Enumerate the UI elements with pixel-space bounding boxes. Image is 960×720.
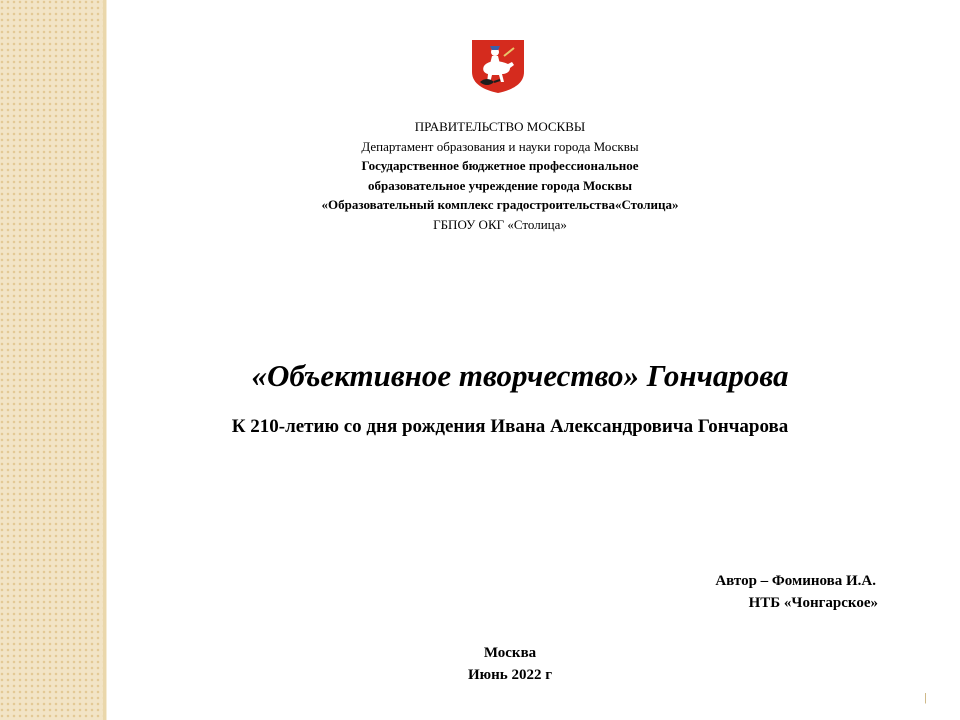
header-institution-line1: Государственное бюджетное профессиональное xyxy=(361,158,639,173)
author-block xyxy=(560,570,878,614)
header-department: Департамент образования и науки города Москвы xyxy=(361,138,639,154)
city: Москва xyxy=(483,645,537,661)
header-institution-line3: «Образовательный комплекс градостроительства«Столица» xyxy=(321,197,679,212)
band-edge-highlight xyxy=(106,0,107,720)
organization-header xyxy=(200,117,800,234)
header-government: ПРАВИТЕЛЬСТВО МОСКВЫ xyxy=(414,119,586,134)
decorative-side-band xyxy=(0,0,103,720)
presentation-title: «Объективное творчество» Гончарова xyxy=(251,358,789,393)
header-institution-line2: образовательное учреждение города Москвы xyxy=(368,177,632,193)
author-name: Автор – Фоминова И.А. xyxy=(715,573,876,589)
author-library: НТБ «Чонгарское» xyxy=(748,595,878,611)
place-date-block xyxy=(410,642,610,686)
header-abbreviation: ГБПОУ ОКГ «Столица» xyxy=(433,216,567,232)
slide-number-marker: | xyxy=(924,692,927,704)
presentation-subtitle: К 210-летию со дня рождения Ивана Александровича Гончарова xyxy=(231,416,789,437)
date: Июнь 2022 г xyxy=(467,667,553,683)
moscow-coat-of-arms-icon xyxy=(470,38,526,94)
